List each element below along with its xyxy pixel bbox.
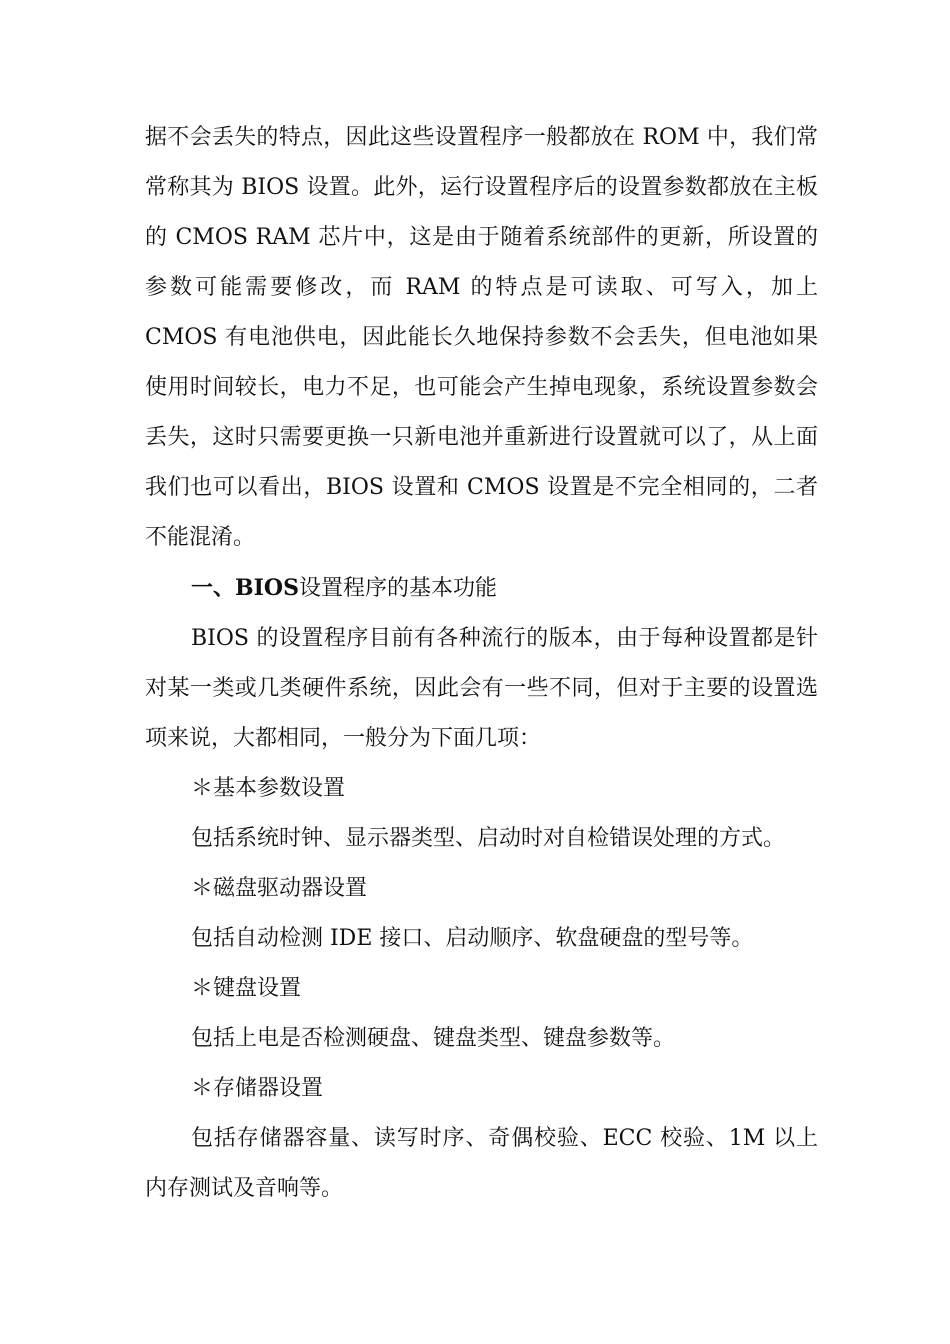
item-description-disk: 包括自动检测 IDE 接口、启动顺序、软盘硬盘的型号等。 xyxy=(191,926,754,951)
section-heading-rest: 设置程序的基本功能 xyxy=(298,576,497,601)
section-heading-number: 一、 xyxy=(191,575,236,601)
item-description-memory: 包括存储器容量、读写时序、奇偶校验、ECC 校验、1M 以上内存测试及音响等。 xyxy=(145,1126,818,1201)
item-title-keyboard: ＊键盘设置 xyxy=(191,976,302,1001)
item-title-memory: ＊存储器设置 xyxy=(191,1076,324,1101)
paragraph-continuation: 据不会丢失的特点，因此这些设置程序一般都放在 ROM 中，我们常常称其为 BIOS 设置。此外，运行设置程序后的设置参数都放在主板的 CMOS RAM 芯片中，这是由于随着系统部件的更新，所设置的参数可能需要修改，而 RAM 的特点是可读取、可写入，加上 CMOS 有电池供电，因此能长久地保持参数不会丢失，但电池如果使用时间较长，电力不足，也可能会产生掉电现象，系统设置参数会丢失，这时只需要更换一只新电池并重新进行设置就可以了，从上面我们也可以看出，BIOS 设置和 CMOS 设置是不完全相同的，二者不能混淆。 xyxy=(145,125,818,550)
section-heading xyxy=(145,563,818,614)
item-description-keyboard: 包括上电是否检测硬盘、键盘类型、键盘参数等。 xyxy=(191,1026,676,1051)
document-body xyxy=(145,113,818,1214)
item-title-disk: ＊磁盘驱动器设置 xyxy=(191,876,368,901)
item-description-basic: 包括系统时钟、显示器类型、启动时对自检错误处理的方式。 xyxy=(191,826,786,851)
item-title-basic: ＊基本参数设置 xyxy=(191,776,346,801)
intro-paragraph: BIOS 的设置程序目前有各种流行的版本，由于每种设置都是针对某一类或几类硬件系统，因此会有一些不同，但对于主要的设置选项来说，大都相同，一般分为下面几项： xyxy=(145,626,818,751)
section-heading-bold: BIOS xyxy=(235,575,299,601)
